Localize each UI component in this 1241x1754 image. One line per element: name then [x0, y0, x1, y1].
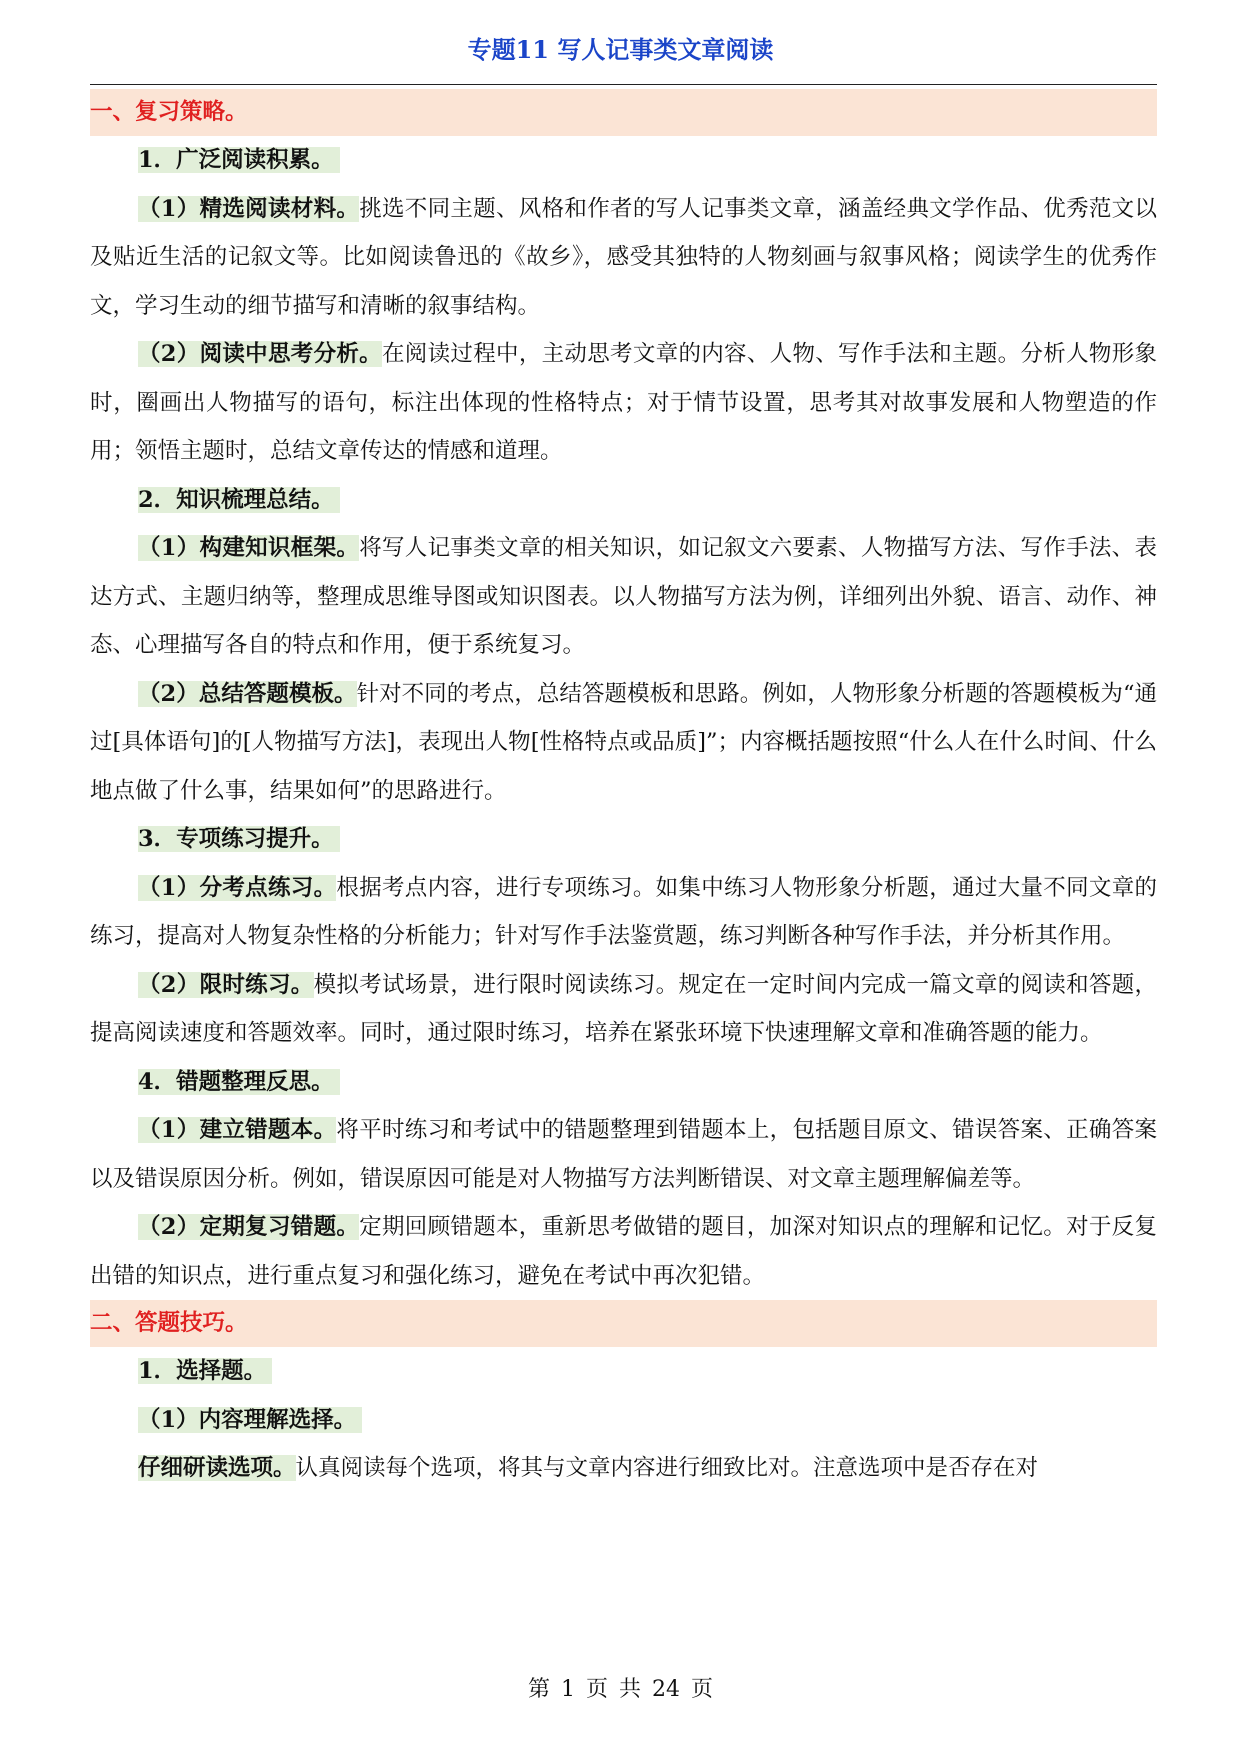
- subheading-choice: [90, 1347, 1157, 1396]
- paragraph-text: 将平时练习和考试中的错题整理到错题本上，包括题目原文、错误答案、正确答案以及错误原因分析。例如，错误原因可能是对人物描写方法判断错误、对文章主题理解偏差等。: [90, 1117, 1157, 1192]
- paragraph: [90, 961, 1157, 1058]
- title-divider: [90, 84, 1157, 85]
- paragraph-text: 针对不同的考点，总结答题模板和思路。例如，人物形象分析题的答题模板为“通过[具体语句]的[人物描写方法]，表现出人物[性格特点或品质]”；内容概括题按照“什么人在什么时间、什么地点做了什么事，结果如何”的思路进行。: [90, 680, 1157, 804]
- paragraph-lead: （2）定期复习错题。: [138, 1214, 360, 1240]
- paragraph: [90, 670, 1157, 816]
- paragraph-lead: （1）构建知识框架。: [138, 535, 360, 561]
- paragraph: [90, 524, 1157, 670]
- paragraph: [90, 330, 1157, 476]
- subheading-content-understanding: [90, 1396, 1157, 1445]
- page-footer: 第 1 页 共 24 页: [528, 1677, 713, 1702]
- paragraph: [90, 864, 1157, 961]
- paragraph-lead: （1）分考点练习。: [138, 874, 337, 901]
- paragraph-lead: （2）阅读中思考分析。: [138, 341, 382, 367]
- subheading-content-understanding-label: （1）内容理解选择。: [138, 1407, 362, 1433]
- section-heading-review-strategy: 一、复习策略。: [90, 89, 1157, 136]
- subheading-knowledge-label: 2．知识梳理总结。: [138, 487, 340, 513]
- subheading-mistakes-label: 4．错题整理反思。: [138, 1069, 340, 1095]
- paragraph-text: 定期回顾错题本，重新思考做错的题目，加深对知识点的理解和记忆。对于反复出错的知识点，进行重点复习和强化练习，避免在考试中再次犯错。: [90, 1214, 1157, 1289]
- paragraph: [90, 185, 1157, 331]
- paragraph: [90, 1444, 1157, 1493]
- paragraph: [90, 1106, 1157, 1203]
- paragraph-lead: （1）建立错题本。: [138, 1117, 337, 1143]
- paragraph-text: 在阅读过程中，主动思考文章的内容、人物、写作手法和主题。分析人物形象时，圈画出人物描写的语句，标注出体现的性格特点；对于情节设置，思考其对故事发展和人物塑造的作用；领悟主题时，总结文章传达的情感和道理。: [90, 341, 1157, 464]
- subheading-mistakes: [90, 1058, 1157, 1107]
- subheading-practice-label: 3．专项练习提升。: [138, 826, 340, 852]
- document-body: [90, 89, 1157, 1493]
- section-heading-answer-skills: 二、答题技巧。: [90, 1300, 1157, 1347]
- paragraph-lead: （2）限时练习。: [138, 971, 314, 998]
- subheading-reading: [90, 136, 1157, 185]
- subheading-choice-label: 1．选择题。: [138, 1358, 272, 1384]
- paragraph-lead: 仔细研读选项。: [138, 1455, 296, 1481]
- paragraph: [90, 1203, 1157, 1300]
- paragraph-text: 将写人记事类文章的相关知识，如记叙文六要素、人物描写方法、写作手法、表达方式、主题归纳等，整理成思维导图或知识图表。以人物描写方法为例，详细列出外貌、语言、动作、神态、心理描写各自的特点和作用，便于系统复习。: [90, 535, 1157, 658]
- subheading-reading-label: 1．广泛阅读积累。: [138, 147, 340, 173]
- paragraph-text: 认真阅读每个选项，将其与文章内容进行细致比对。注意选项中是否存在对: [295, 1455, 1039, 1481]
- page-title: 专题11 写人记事类文章阅读: [467, 35, 774, 64]
- paragraph-text: 根据考点内容，进行专项练习。如集中练习人物形象分析题，通过大量不同文章的练习，提高对人物复杂性格的分析能力；针对写作手法鉴赏题，练习判断各种写作手法，并分析其作用。: [90, 874, 1157, 949]
- paragraph-lead: （2）总结答题模板。: [138, 680, 357, 707]
- subheading-knowledge: [90, 476, 1157, 525]
- paragraph-text: 模拟考试场景，进行限时阅读练习。规定在一定时间内完成一篇文章的阅读和答题，提高阅读速度和答题效率。同时，通过限时练习，培养在紧张环境下快速理解文章和准确答题的能力。: [90, 971, 1158, 1046]
- subheading-practice: [90, 815, 1157, 864]
- paragraph-lead: （1）精选阅读材料。: [138, 195, 360, 222]
- paragraph-text: 挑选不同主题、风格和作者的写人记事类文章，涵盖经典文学作品、优秀范文以及贴近生活的记叙文等。比如阅读鲁迅的《故乡》，感受其独特的人物刻画与叙事风格；阅读学生的优秀作文，学习生动的细节描写和清晰的叙事结构。: [90, 195, 1157, 319]
